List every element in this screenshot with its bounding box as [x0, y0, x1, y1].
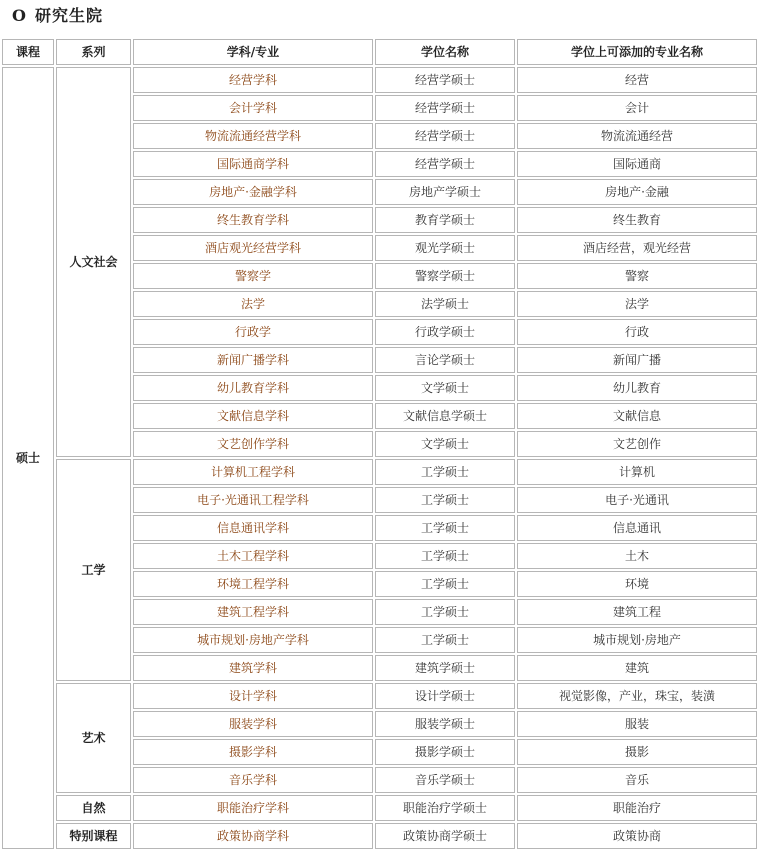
subject-cell [133, 599, 373, 625]
degree-cell: 教育学硕士 [375, 207, 515, 233]
major-cell: 环境 [517, 571, 757, 597]
major-cell: 文艺创作 [517, 431, 757, 457]
table-row [2, 67, 757, 93]
major-cell: 终生教育 [517, 207, 757, 233]
degree-cell: 音乐学硕士 [375, 767, 515, 793]
subject-link[interactable]: 建筑学科 [228, 661, 277, 675]
subject-cell [133, 151, 373, 177]
subject-link[interactable]: 城市规划·房地产学科 [197, 633, 309, 647]
degree-cell: 工学硕士 [375, 599, 515, 625]
degree-cell: 工学硕士 [375, 515, 515, 541]
major-cell: 城市规划·房地产 [517, 627, 757, 653]
degree-cell: 观光学硕士 [375, 235, 515, 261]
degree-cell: 工学硕士 [375, 627, 515, 653]
subject-link[interactable]: 房地产·金融学科 [209, 185, 297, 199]
subject-cell [133, 655, 373, 681]
subject-cell [133, 123, 373, 149]
subject-cell [133, 263, 373, 289]
degree-cell: 经营学硕士 [375, 151, 515, 177]
table-row [2, 795, 757, 821]
degree-cell: 房地产学硕士 [375, 179, 515, 205]
header-department: 系列 [56, 39, 131, 65]
subject-cell [133, 823, 373, 849]
major-cell: 会计 [517, 95, 757, 121]
course-level-cell: 硕士 [2, 67, 54, 849]
major-cell: 职能治疗 [517, 795, 757, 821]
subject-link[interactable]: 政策协商学科 [216, 829, 289, 843]
major-cell: 行政 [517, 319, 757, 345]
subject-link[interactable]: 服装学科 [228, 717, 277, 731]
subject-cell [133, 431, 373, 457]
subject-cell [133, 683, 373, 709]
major-cell: 警察 [517, 263, 757, 289]
major-cell: 经营 [517, 67, 757, 93]
subject-cell [133, 767, 373, 793]
degree-cell: 职能治疗学硕士 [375, 795, 515, 821]
department-cell: 特别课程 [56, 823, 131, 849]
subject-cell [133, 179, 373, 205]
major-cell: 建筑 [517, 655, 757, 681]
major-cell: 音乐 [517, 767, 757, 793]
degree-cell: 法学硕士 [375, 291, 515, 317]
major-cell: 房地产·金融 [517, 179, 757, 205]
subject-link[interactable]: 设计学科 [228, 689, 277, 703]
degree-cell: 经营学硕士 [375, 67, 515, 93]
subject-cell [133, 543, 373, 569]
subject-cell [133, 403, 373, 429]
subject-link[interactable]: 会计学科 [228, 101, 277, 115]
major-cell: 文献信息 [517, 403, 757, 429]
major-cell: 摄影 [517, 739, 757, 765]
subject-link[interactable]: 电子·光通讯工程学科 [197, 493, 309, 507]
major-cell: 幼儿教育 [517, 375, 757, 401]
degree-cell: 文献信息学硕士 [375, 403, 515, 429]
subject-cell [133, 319, 373, 345]
degree-cell: 摄影学硕士 [375, 739, 515, 765]
subject-link[interactable]: 经营学科 [228, 73, 277, 87]
degree-cell: 工学硕士 [375, 543, 515, 569]
degree-cell: 工学硕士 [375, 487, 515, 513]
header-degree: 学位名称 [375, 39, 515, 65]
major-cell: 政策协商 [517, 823, 757, 849]
degree-cell: 文学硕士 [375, 375, 515, 401]
subject-cell [133, 627, 373, 653]
major-cell: 计算机 [517, 459, 757, 485]
major-cell: 服装 [517, 711, 757, 737]
subject-cell [133, 459, 373, 485]
degree-cell: 文学硕士 [375, 431, 515, 457]
subject-link[interactable]: 摄影学科 [228, 745, 277, 759]
subject-link[interactable]: 信息通讯学科 [216, 521, 289, 535]
department-cell: 自然 [56, 795, 131, 821]
subject-cell [133, 207, 373, 233]
subject-link[interactable]: 文艺创作学科 [216, 437, 289, 451]
table-row [2, 823, 757, 849]
department-cell: 艺术 [56, 683, 131, 793]
major-cell: 视觉影像，产业，珠宝，装潢 [517, 683, 757, 709]
degree-cell: 工学硕士 [375, 571, 515, 597]
degree-cell: 建筑学硕士 [375, 655, 515, 681]
degree-cell: 言论学硕士 [375, 347, 515, 373]
major-cell: 法学 [517, 291, 757, 317]
table-row [2, 459, 757, 485]
degree-table [0, 37, 759, 851]
major-cell: 信息通讯 [517, 515, 757, 541]
department-cell: 人文社会 [56, 67, 131, 457]
subject-link[interactable]: 警察学 [234, 269, 271, 283]
subject-cell [133, 291, 373, 317]
subject-link[interactable]: 行政学 [234, 325, 271, 339]
degree-cell: 经营学硕士 [375, 123, 515, 149]
subject-link[interactable]: 法学 [240, 297, 265, 311]
table-row [2, 683, 757, 709]
major-cell: 电子·光通讯 [517, 487, 757, 513]
subject-cell [133, 375, 373, 401]
subject-link[interactable]: 土木工程学科 [216, 549, 289, 563]
degree-cell: 工学硕士 [375, 459, 515, 485]
degree-cell: 经营学硕士 [375, 95, 515, 121]
subject-cell [133, 795, 373, 821]
subject-link[interactable]: 幼儿教育学科 [216, 381, 289, 395]
degree-cell: 行政学硕士 [375, 319, 515, 345]
subject-link[interactable]: 环境工程学科 [216, 577, 289, 591]
major-cell: 酒店经营，观光经营 [517, 235, 757, 261]
major-cell: 新闻广播 [517, 347, 757, 373]
subject-link[interactable]: 职能治疗学科 [216, 801, 289, 815]
subject-cell [133, 95, 373, 121]
subject-link[interactable]: 酒店观光经营学科 [204, 241, 301, 255]
subject-cell [133, 571, 373, 597]
major-cell: 土木 [517, 543, 757, 569]
subject-link[interactable]: 音乐学科 [228, 773, 277, 787]
subject-link[interactable]: 终生教育学科 [216, 213, 289, 227]
degree-cell: 服装学硕士 [375, 711, 515, 737]
subject-cell [133, 711, 373, 737]
subject-cell [133, 235, 373, 261]
degree-cell: 设计学硕士 [375, 683, 515, 709]
subject-cell [133, 515, 373, 541]
subject-link[interactable]: 计算机工程学科 [210, 465, 295, 479]
subject-link[interactable]: 新闻广播学科 [216, 353, 289, 367]
subject-link[interactable]: 建筑工程学科 [216, 605, 289, 619]
subject-cell [133, 739, 373, 765]
degree-cell: 警察学硕士 [375, 263, 515, 289]
major-cell: 物流流通经营 [517, 123, 757, 149]
page-title [12, 3, 103, 26]
table-body [2, 67, 757, 849]
subject-cell [133, 67, 373, 93]
subject-cell [133, 347, 373, 373]
title-text: 研究生院 [34, 6, 103, 25]
header-subject: 学科/专业 [133, 39, 373, 65]
major-cell: 建筑工程 [517, 599, 757, 625]
major-cell: 国际通商 [517, 151, 757, 177]
subject-link[interactable]: 物流流通经营学科 [204, 129, 301, 143]
department-cell: 工学 [56, 459, 131, 681]
subject-link[interactable]: 国际通商学科 [216, 157, 289, 171]
degree-cell: 政策协商学硕士 [375, 823, 515, 849]
title-marker: O [12, 6, 27, 25]
table-header-row [2, 39, 757, 65]
subject-link[interactable]: 文献信息学科 [216, 409, 289, 423]
header-major: 学位上可添加的专业名称 [517, 39, 757, 65]
header-course: 课程 [2, 39, 54, 65]
subject-cell [133, 487, 373, 513]
